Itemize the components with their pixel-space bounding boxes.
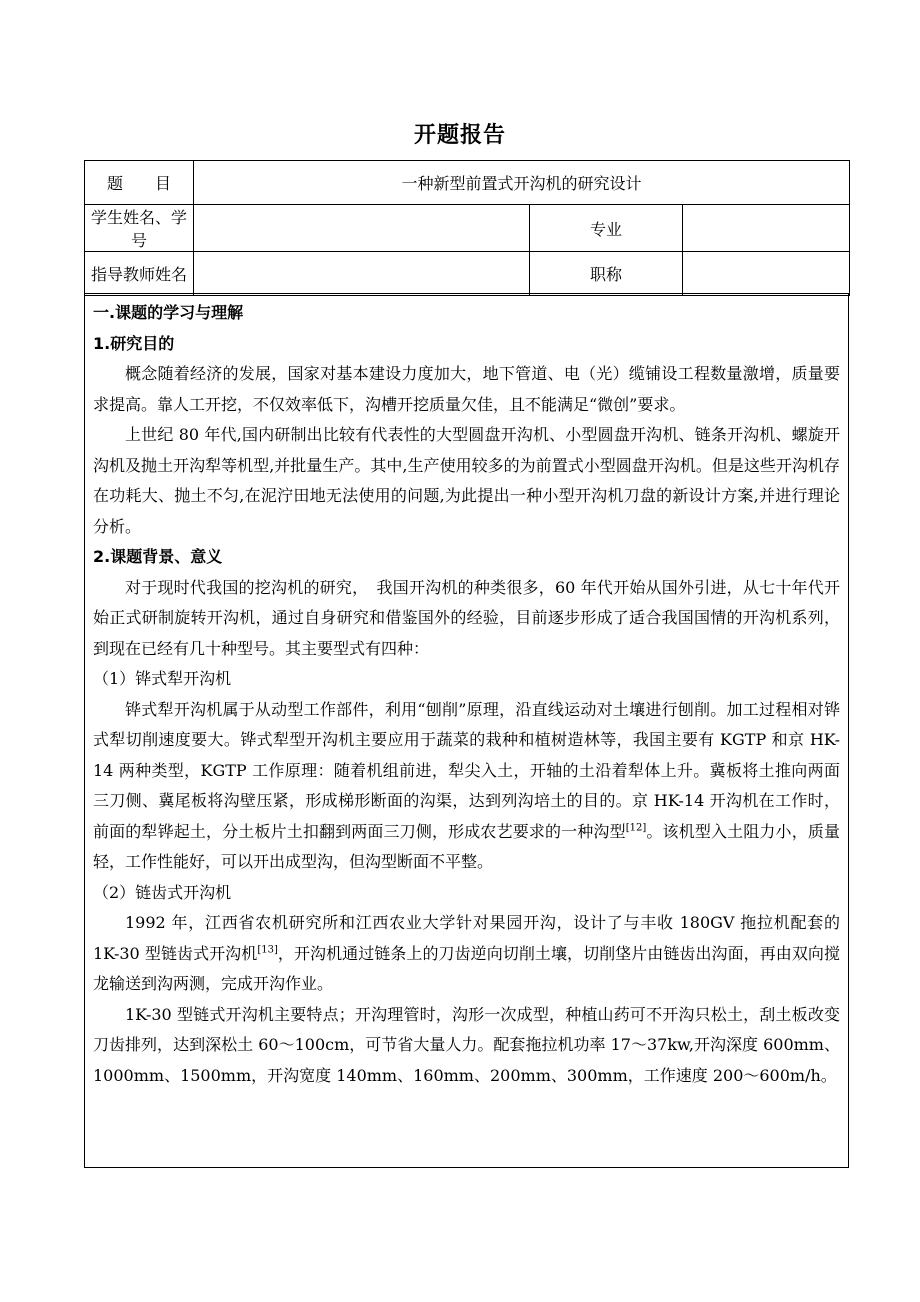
subsection-heading-purpose: 1.研究目的	[93, 333, 175, 353]
info-table	[84, 160, 850, 296]
page-title: 开题报告	[413, 123, 506, 148]
paragraph-text: 1992 年，江西省农机研究所和江西农业大学针对果园开沟，设计了与丰收 180GV 拖拉机配套的 1K-30 型链齿式开沟机	[93, 913, 840, 963]
section-heading: 一.课题的学习与理解	[93, 303, 244, 322]
advisor-value[interactable]	[194, 252, 530, 296]
topic-label: 题 目	[85, 161, 194, 205]
report-body	[84, 293, 849, 1168]
citation: [12]	[625, 822, 647, 834]
paragraph: 对于现时代我国的挖沟机的研究， 我国开沟机的种类很多，60 年代开始从国外引进，从七十年代开始正式研制旋转开沟机，通过自身研究和借鉴国外的经验，目前逐步形成了适合我国国情的开沟机系列，到现在已经有几十种型号。其主要型式有四种：	[93, 577, 840, 658]
paragraph-text: 铧式犁开沟机属于从动型工作部件，利用“刨削”原理，沿直线运动对土壤进行刨削。加工过程相对铧式犁切削速度要大。铧式犁型开沟机主要应用于蔬菜的栽种和植树造林等，我国主要有 KGTP 和京 HK-14 两种类型，KGTP 工作原理：随着机组前进，犁尖入土，开轴的土沿着犁体上升。冀板将土推向两面三刀侧、冀尾板将沟壁压紧，形成梯形断面的沟渠，达到列沟培土的目的。京 HK-14 开沟机在工作时，前面的犁铧起土，分土板片土扣翻到两面三刀侧，形成农艺要求的一种沟型	[93, 699, 840, 841]
paragraph-text: 。该机型入土阻力小，质量轻，工作性能好，可以开出成型沟，但沟型断面不平整。	[93, 821, 840, 871]
paragraph: 1K-30 型链式开沟机主要特点；开沟理管时，沟形一次成型，种植山药可不开沟只松土，刮土板改变刀齿排列，达到深松土 60～100cm，可节省大量人力。配套拖拉机功率 17～37kw,开沟深度 600mm、1000mm、1500mm，开沟宽度 140mm、160mm、200mm、300mm，工作速度 200～600m/h。	[93, 1004, 840, 1085]
major-value[interactable]	[683, 205, 850, 252]
paragraph	[93, 695, 840, 878]
rank-label: 职称	[530, 252, 683, 296]
rank-value[interactable]	[683, 252, 850, 296]
advisor-row	[85, 252, 850, 296]
paragraph	[93, 908, 840, 1000]
student-row	[85, 205, 850, 252]
item-heading-chain: （2）链齿式开沟机	[93, 882, 232, 902]
student-value[interactable]	[194, 205, 530, 252]
citation: [13]	[257, 944, 278, 956]
advisor-label: 指导教师姓名	[85, 252, 194, 296]
paragraph-text: ，开沟机通过链条上的刀齿逆向切削土壤，切削垡片由链齿出沟面，再由双向搅龙输送到沟两测，完成开沟作业。	[93, 943, 840, 993]
paragraph: 上世纪 80 年代,国内研制出比较有代表性的大型圆盘开沟机、小型圆盘开沟机、链条开沟机、螺旋开沟机及抛土开沟犁等机型,并批量生产。其中,生产使用较多的为前置式小型圆盘开沟机。但是这些开沟机存在功耗大、抛土不匀,在泥泞田地无法使用的问题,为此提出一种小型开沟机刀盘的新设计方案,并进行理论分析。	[93, 425, 840, 536]
paragraph: 概念随着经济的发展，国家对基本建设力度加大，地下管道、电（光）缆铺设工程数量激增，质量要求提高。靠人工开挖，不仅效率低下，沟槽开挖质量欠佳，且不能满足“微创”要求。	[93, 364, 840, 414]
topic-row	[85, 161, 850, 205]
topic-value: 一种新型前置式开沟机的研究设计	[194, 161, 850, 205]
item-heading-plow: （1）铧式犁开沟机	[93, 669, 232, 688]
student-label: 学生姓名、学号	[85, 205, 194, 252]
subsection-heading-background: 2.课题背景、意义	[93, 547, 223, 566]
major-label: 专业	[530, 205, 683, 252]
